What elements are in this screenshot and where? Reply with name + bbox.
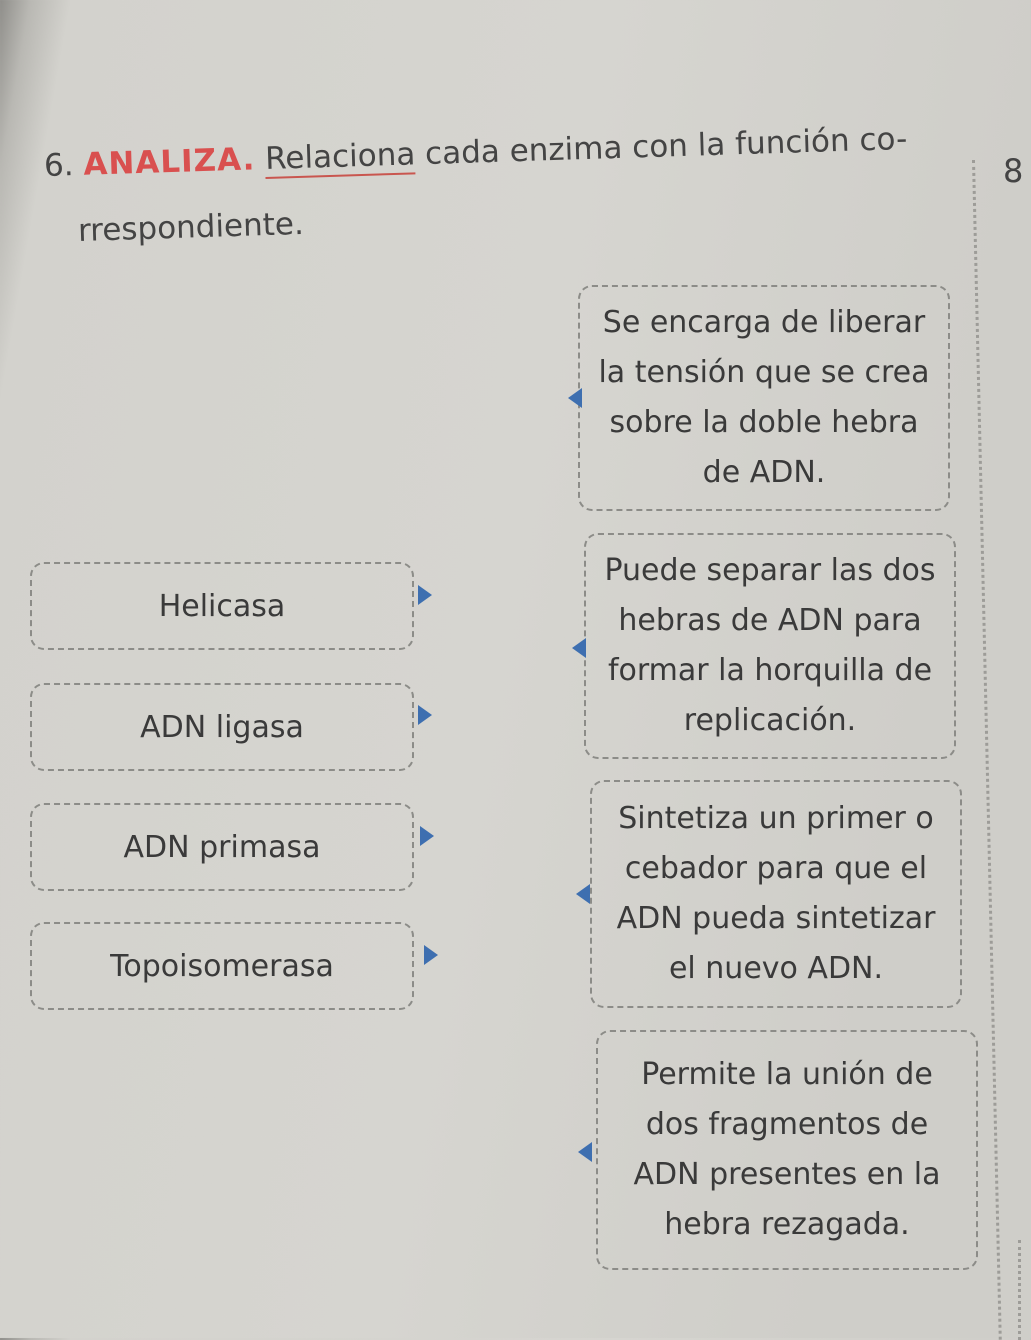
exercise-keyword: ANALIZA.	[82, 141, 256, 183]
function-line: de ADN.	[702, 455, 826, 490]
function-box-4[interactable]	[596, 1030, 978, 1270]
connector-dot-left[interactable]	[576, 884, 590, 904]
function-line: Se encarga de liberar	[602, 305, 926, 340]
connector-dot-left[interactable]	[572, 638, 586, 658]
function-line: replicación.	[683, 703, 857, 738]
function-line: hebra rezagada.	[664, 1207, 910, 1242]
function-box-1[interactable]	[578, 285, 950, 511]
connector-dot-right[interactable]	[418, 585, 432, 605]
exercise-number: 6.	[43, 147, 75, 184]
enzyme-box-adn-primasa[interactable]	[30, 803, 414, 891]
instruction-line2: rrespondiente.	[77, 205, 305, 249]
margin-dotted-line-lower	[1018, 1240, 1021, 1340]
enzyme-label: ADN ligasa	[140, 709, 304, 745]
enzyme-label: Helicasa	[158, 588, 286, 624]
function-line: Puede separar las dos	[604, 553, 936, 588]
function-box-3[interactable]	[590, 780, 962, 1008]
enzyme-box-helicasa[interactable]	[30, 562, 414, 650]
function-line: ADN pueda sintetizar	[616, 901, 936, 936]
function-line: dos fragmentos de	[645, 1107, 929, 1142]
function-line: el nuevo ADN.	[668, 951, 884, 986]
enzyme-label: ADN primasa	[123, 829, 321, 865]
connector-dot-left[interactable]	[568, 388, 582, 408]
enzyme-box-adn-ligasa[interactable]	[30, 683, 414, 771]
connector-dot-left[interactable]	[578, 1142, 592, 1162]
function-line: formar la horquilla de	[607, 653, 933, 688]
enzyme-label: Topoisomerasa	[110, 948, 334, 984]
instruction-text: cada enzima con la función co-	[414, 120, 908, 173]
function-line: ADN presentes en la	[633, 1157, 941, 1192]
function-line: Permite la unión de	[641, 1057, 933, 1092]
function-line: sobre la doble hebra	[609, 405, 919, 440]
function-line: cebador para que el	[624, 851, 928, 886]
margin-page-number: 8	[1003, 152, 1024, 190]
function-box-2[interactable]	[584, 533, 956, 759]
instruction-verb: Relaciona	[264, 136, 416, 178]
function-line: la tensión que se crea	[598, 355, 930, 390]
connector-dot-right[interactable]	[420, 826, 434, 846]
function-line: Sintetiza un primer o	[618, 801, 934, 836]
connector-dot-right[interactable]	[418, 705, 432, 725]
connector-dot-right[interactable]	[424, 945, 438, 965]
function-line: hebras de ADN para	[618, 603, 922, 638]
exercise-title	[43, 121, 907, 184]
enzyme-box-topoisomerasa[interactable]	[30, 922, 414, 1010]
